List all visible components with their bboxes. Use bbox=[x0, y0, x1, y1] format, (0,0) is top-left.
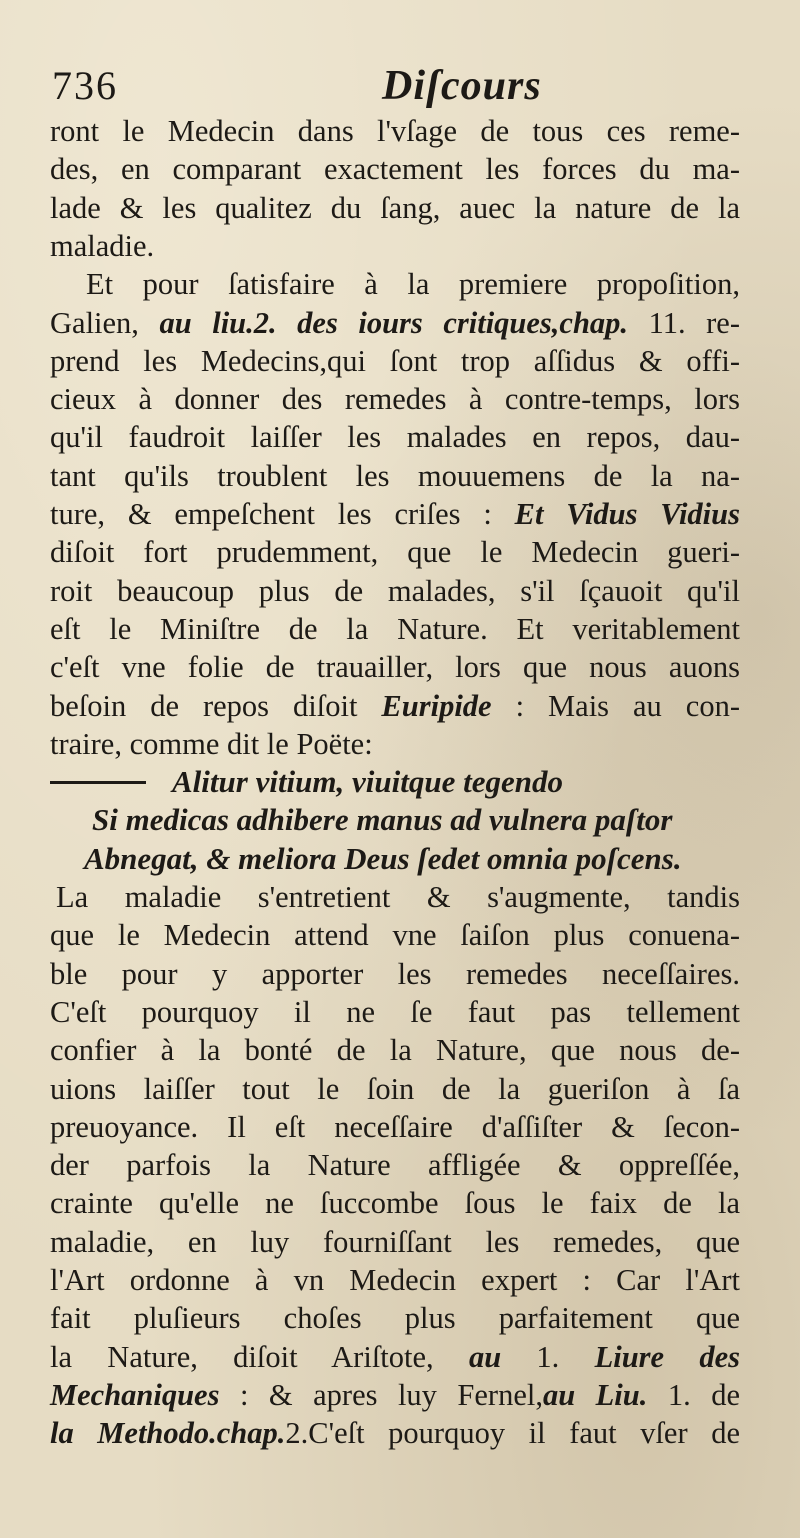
text-line bbox=[50, 534, 740, 570]
text-line bbox=[50, 1109, 740, 1145]
text-segment: eſt le Miniſtre de la Nature. Et veritablement bbox=[50, 611, 740, 646]
text-line bbox=[50, 1071, 740, 1107]
text-segment: prend les Medecins,qui ſont trop aſſidus & offi- bbox=[50, 343, 740, 378]
text-line bbox=[50, 496, 740, 532]
text-segment: c'eſt vne folie de trauailler, lors que nous auons bbox=[50, 650, 740, 685]
italic-reference: au bbox=[468, 1339, 502, 1374]
text-segment: der parfois la Nature affligée & oppreſſée, bbox=[50, 1148, 740, 1183]
text-line bbox=[50, 458, 740, 494]
italic-reference: Et Vidus Vidius bbox=[514, 497, 740, 531]
verse-line bbox=[50, 764, 740, 800]
text-segment: : & apres luy Fernel, bbox=[219, 1377, 543, 1412]
text-segment: traire, comme dit le Poëte: bbox=[50, 726, 373, 761]
verse-text: Si medicas adhibere manus ad vulnera paſtor bbox=[92, 802, 673, 838]
text-segment: la Nature, diſoit Ariſtote, bbox=[50, 1339, 469, 1374]
em-dash-rule bbox=[50, 781, 146, 784]
text-line bbox=[50, 573, 740, 609]
text-segment: 2.C'eſt pourquoy il faut vſer de bbox=[285, 1416, 740, 1451]
italic-reference: Liure des bbox=[594, 1339, 741, 1374]
italic-reference: Euripide bbox=[381, 688, 492, 723]
text-segment: ture, & empeſchent les criſes : bbox=[50, 497, 515, 531]
text-segment: maladie, en luy fourniſſant les remedes, que bbox=[50, 1224, 740, 1259]
text-line bbox=[50, 113, 740, 149]
text-segment: Galien, bbox=[50, 305, 160, 340]
text-segment: des, en comparant exactement les forces du ma- bbox=[50, 152, 740, 187]
text-segment: crainte qu'elle ne ſuccombe ſous le faix de la bbox=[50, 1186, 740, 1221]
text-line bbox=[50, 1224, 740, 1260]
text-line bbox=[50, 1185, 740, 1221]
page-number: 736 bbox=[52, 63, 118, 108]
text-segment: que le Medecin attend vne ſaiſon plus conuena- bbox=[50, 918, 740, 953]
text-segment: confier à la bonté de la Nature, que nous de- bbox=[50, 1033, 740, 1068]
running-head: Diſcours bbox=[382, 63, 542, 109]
text-segment: uions laiſſer tout le ſoin de la gueriſon à ſa bbox=[50, 1071, 740, 1106]
text-line bbox=[50, 381, 740, 417]
text-line bbox=[50, 1415, 740, 1451]
text-line bbox=[50, 1339, 740, 1375]
text-segment: beſoin de repos diſoit bbox=[50, 688, 382, 723]
text-line bbox=[50, 151, 740, 187]
text-segment: C'eſt pourquoy il ne ſe faut pas tellement bbox=[50, 994, 740, 1029]
text-segment: 1. bbox=[501, 1339, 595, 1374]
text-line bbox=[50, 1300, 740, 1336]
text-segment: fait pluſieurs choſes plus parfaitement que bbox=[50, 1301, 740, 1336]
italic-reference: au liu.2. des iours critiques,chap. bbox=[159, 305, 629, 340]
italic-reference: Mechaniques bbox=[50, 1377, 220, 1412]
text-line bbox=[50, 1147, 740, 1183]
text-line bbox=[50, 917, 740, 953]
text-line bbox=[50, 1262, 740, 1298]
text-line bbox=[50, 688, 740, 724]
text-line bbox=[50, 1032, 740, 1068]
text-segment: diſoit fort prudemment, que le Medecin gueri- bbox=[50, 535, 740, 570]
text-line bbox=[50, 228, 740, 264]
text-segment: ble pour y apporter les remedes neceſſaires. bbox=[50, 956, 740, 991]
verse-text: Abnegat, & meliora Deus ſedet omnia poſcens. bbox=[84, 840, 682, 876]
verse-text: Alitur vitium, viuitque tegendo bbox=[172, 764, 563, 800]
text-segment: 11. re- bbox=[628, 305, 740, 340]
text-line bbox=[50, 419, 740, 455]
text-segment: : Mais au con- bbox=[491, 688, 740, 723]
text-line bbox=[50, 305, 740, 341]
text-line bbox=[50, 994, 740, 1030]
text-line bbox=[50, 190, 740, 226]
text-line bbox=[56, 879, 740, 915]
text-line bbox=[50, 1377, 740, 1413]
verse-line bbox=[92, 802, 782, 838]
text-segment: l'Art ordonne à vn Medecin expert : Car l'Art bbox=[50, 1263, 740, 1297]
text-segment: lade & les qualitez du ſang, auec la nature de la bbox=[50, 190, 740, 225]
italic-reference: la Methodo.chap. bbox=[50, 1416, 286, 1451]
text-line bbox=[50, 611, 740, 647]
text-line bbox=[50, 343, 740, 379]
text-segment: La maladie s'entretient & s'augmente, tandis bbox=[56, 880, 740, 914]
text-line bbox=[50, 956, 740, 992]
text-segment: roit beaucoup plus de malades, s'il ſçauoit qu'il bbox=[50, 573, 740, 608]
text-line bbox=[50, 649, 740, 685]
italic-reference: au Liu. bbox=[542, 1377, 648, 1412]
text-line bbox=[50, 726, 740, 762]
text-segment: qu'il faudroit laiſſer les malades en repos, dau- bbox=[50, 420, 740, 455]
text-segment: maladie. bbox=[50, 228, 155, 263]
text-line bbox=[86, 266, 740, 302]
text-segment: tant qu'ils troublent les mouuemens de la na- bbox=[50, 458, 740, 493]
verse-line bbox=[84, 841, 774, 877]
text-segment: preuoyance. Il eſt neceſſaire d'aſſiſter & ſecon- bbox=[50, 1109, 740, 1144]
text-segment: ront le Medecin dans l'vſage de tous ces reme- bbox=[50, 114, 740, 148]
text-segment: Et pour ſatisfaire à la premiere propoſition, bbox=[86, 267, 740, 302]
text-segment: 1. de bbox=[647, 1377, 740, 1412]
text-segment: cieux à donner des remedes à contre-temps, lors bbox=[50, 382, 740, 417]
page-header bbox=[52, 62, 752, 112]
